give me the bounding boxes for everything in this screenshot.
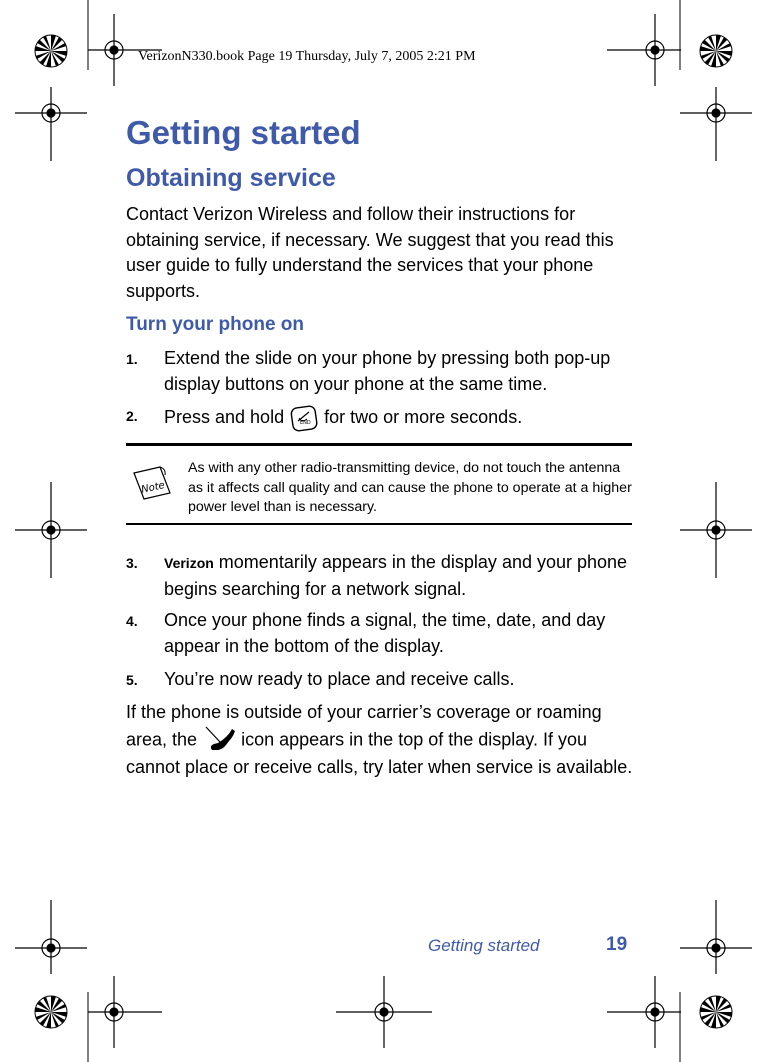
note-icon xyxy=(130,463,176,510)
page-number: 19 xyxy=(606,934,628,955)
footer-chapter: Getting started xyxy=(428,936,540,955)
step-number: 4. xyxy=(126,613,138,629)
step-text: Extend the slide on your phone by pressing both pop-up display buttons on your phone at the same time. xyxy=(164,348,611,394)
step-number: 2. xyxy=(126,408,138,424)
starburst-mark xyxy=(700,996,732,1028)
closing-paragraph: If the phone is outside of your carrier’s coverage or roaming area, the icon appears in the top of the display. If you cannot place or receive calls, try later when service is available. xyxy=(126,702,633,777)
starburst-mark xyxy=(35,996,67,1028)
step-number: 5. xyxy=(126,672,138,688)
note-label: Note xyxy=(140,480,166,496)
step-text: You’re now ready to place and receive calls. xyxy=(164,669,515,689)
step-text: Press and hold END for two or more seconds. xyxy=(164,403,636,433)
print-header: VerizonN330.book Page 19 Thursday, July 7, 2005 2:21 PM xyxy=(138,49,476,64)
section-heading: Obtaining service xyxy=(126,164,336,192)
brand-name: Verizon xyxy=(164,555,214,571)
note-top-rule xyxy=(126,443,632,446)
page-title: Getting started xyxy=(126,114,361,151)
step-text: Once your phone finds a signal, the time, date, and day appear in the bottom of the display. xyxy=(164,610,606,656)
step-number: 1. xyxy=(126,351,138,367)
subsection-heading: Turn your phone on xyxy=(126,314,305,335)
step-text: Verizon momentarily appears in the display and your phone begins searching for a network signal. xyxy=(164,552,628,599)
svg-text:END: END xyxy=(300,420,311,426)
intro-paragraph: Contact Verizon Wireless and follow their instructions for obtaining service, if necessary. We suggest that you read this user guide to fully understand the services that your phone supports. xyxy=(126,204,614,301)
no-service-icon xyxy=(202,726,236,756)
note-bottom-rule xyxy=(126,523,632,525)
starburst-mark xyxy=(700,35,732,67)
power-key-icon xyxy=(289,403,319,433)
starburst-mark xyxy=(35,35,67,67)
step-number: 3. xyxy=(126,555,138,571)
note-text: As with any other radio-transmitting device, do not touch the antenna as it affects call quality and can cause the phone to operate at a higher power level than is necessary. xyxy=(188,460,632,515)
